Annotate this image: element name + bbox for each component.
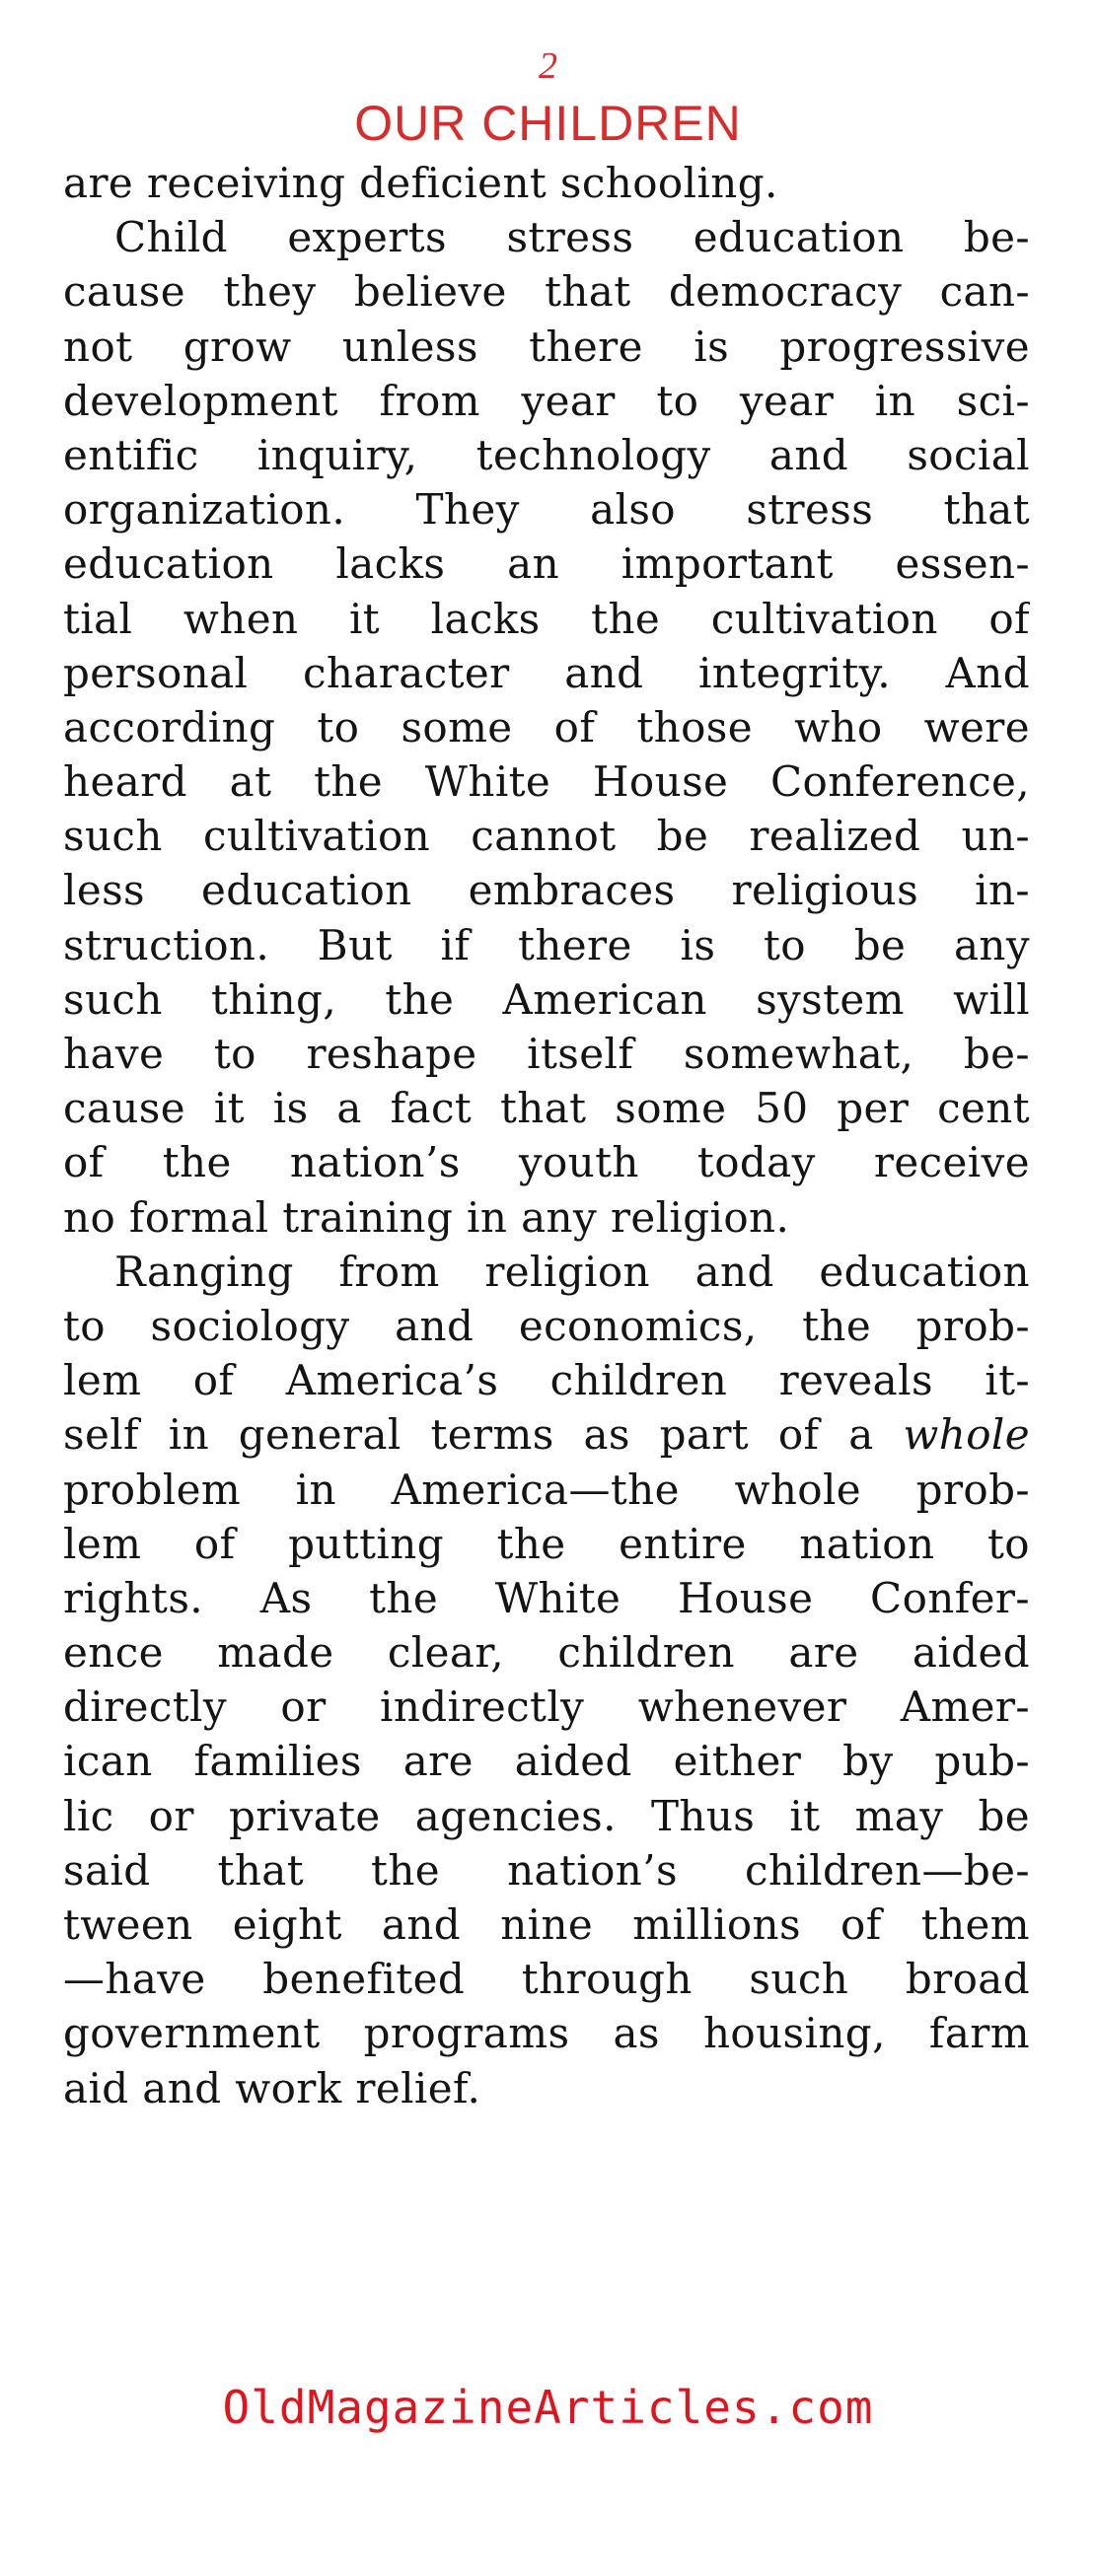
text-line: such cultivation cannot be realized un- [63,812,1030,861]
text-line: —have benefited through such broad [63,1955,1030,2004]
text-line-with-emphasis [63,1407,1030,1462]
text-line: entific inquiry, technology and social [63,430,1030,479]
text-line: lem of putting the entire nation to [63,1519,1030,1568]
page-number: 2 [539,45,557,87]
text-line: lic or private agencies. Thus it may be [63,1791,1030,1840]
text-line: education lacks an important essen- [63,539,1030,589]
text-line: struction. But if there is to be any [63,920,1030,969]
text-line: cause it is a fact that some 50 per cent [63,1084,1030,1133]
site-watermark: OldMagazineArticles.com [222,2381,874,2434]
text-line: government programs as housing, farm [63,2009,1030,2058]
text-fragment: self in general terms as part of a [63,1410,874,1460]
text-line: tial when it lacks the cultivation of [63,594,1030,643]
text-line: development from year to year in sci- [63,376,1030,425]
text-line: personal character and integrity. And [63,648,1030,697]
text-line: lem of America’s children reveals it- [63,1356,1030,1405]
section-title: OUR CHILDREN [354,96,742,151]
text-line: less education embraces religious in- [63,866,1030,915]
text-line: not grow unless there is progressive [63,322,1030,371]
text-line: rights. As the White House Confer- [63,1573,1030,1622]
article-body [63,156,1030,2115]
text-line: according to some of those who were [63,702,1030,751]
emphasis-word: whole [903,1410,1030,1460]
text-line: no formal training in any religion. [63,1192,790,1242]
text-line: ican families are aided either by pub- [63,1737,1030,1786]
text-line: ence made clear, children are aided [63,1628,1030,1678]
text-line: tween eight and nine millions of them [63,1900,1030,1949]
text-line: heard at the White House Conference, [63,757,1030,807]
text-line: have to reshape itself somewhat, be- [63,1030,1030,1078]
text-line: are receiving deficient schooling. [63,159,778,207]
text-line: Ranging from religion and education [114,1247,1030,1296]
text-line: to sociology and economics, the prob- [63,1301,1030,1350]
text-line: problem in America—the whole prob- [63,1465,1030,1514]
text-line: Child experts stress education be- [114,213,1030,262]
text-line: of the nation’s youth today receive [63,1138,1030,1187]
text-line: cause they believe that democracy can- [63,267,1030,317]
text-line: said that the nation’s children—be- [63,1845,1030,1895]
text-line: directly or indirectly whenever Amer- [63,1682,1030,1732]
text-line: organization. They also stress that [63,485,1030,535]
text-line: aid and work relief. [63,2063,481,2112]
text-line: such thing, the American system will [63,974,1030,1024]
